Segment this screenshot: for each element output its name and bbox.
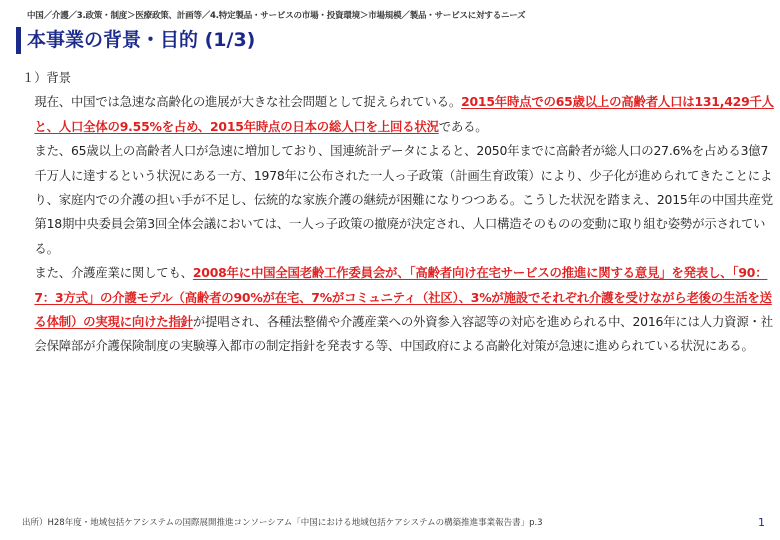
page-number: 1 (758, 516, 765, 529)
text-run: が提唱され、各種法整備や介護産業への外資参入容認等の対応を進められる中、2016年には人力資源・社会保障部が介護保険制度の実験導入都市の制定指針を発表する等、中国政府による高齢化対策が急速に進められている状況にある。 (34, 314, 773, 354)
paragraph (22, 261, 774, 359)
text-run: 現在、中国では急速な高齢化の進展が大きな社会問題として捉えられている。 (34, 94, 462, 110)
highlight-run: 2008年に中国全国老齢工作委員会が、「高齢者向け在宅サービスの推進に関する意見」を発表し、「90：7：3方式」の介護モデル（高齢者の90%が在宅、7%がコミュニティ（社区）、3%が施設でそれぞれ介護を受けながら老後の生活を送る体制）の実現に向けた指針 (34, 265, 772, 330)
breadcrumb: 中国／介護／3.政策・制度＞医療政策、計画等／4.特定製品・サービスの市場・投資環境＞市場規模／製品・サービスに対するニーズ (27, 11, 526, 21)
highlight-run: 2015年時点での65歳以上の高齢者人口は131,429千人と、人口全体の9.55%を占め、2015年時点の日本の総人口を上回る状況 (34, 94, 774, 134)
page-title: 本事業の背景・目的 (1/3) (27, 29, 256, 51)
footer-source: 出所）H28年度・地域包括ケアシステムの国際展開推進コンソーシアム「中国における地域包括ケアシステムの構築推進事業報告書」p.3 (22, 518, 543, 528)
paragraph (22, 90, 774, 139)
section-heading: １）背景 (22, 70, 71, 85)
body-text (22, 66, 774, 359)
text-run: また、65歳以上の高齢者人口が急速に増加しており、国連統計データによると、2050年までに高齢者が総人口の27.6%を占める3億7千万人に達するという状況にある一方、1978年に公布された一人っ子政策（計画生育政策）により、少子化が進められてきたことにより、家庭内での介護の担い手が不足し、伝統的な家族介護の継続が困難になりつつある。こうした状況を踏まえ、2015年の中国共産党第18期中央委員会第3回全体会議においては、一人っ子政策の撤廃が決定され、人口構造そのものの変動に取り組む姿勢が示されている。 (34, 143, 773, 256)
title-accent-bar (16, 27, 21, 54)
text-run: である。 (438, 118, 488, 134)
text-run: また、介護産業に関しても、 (34, 265, 193, 281)
paragraph (22, 139, 774, 261)
